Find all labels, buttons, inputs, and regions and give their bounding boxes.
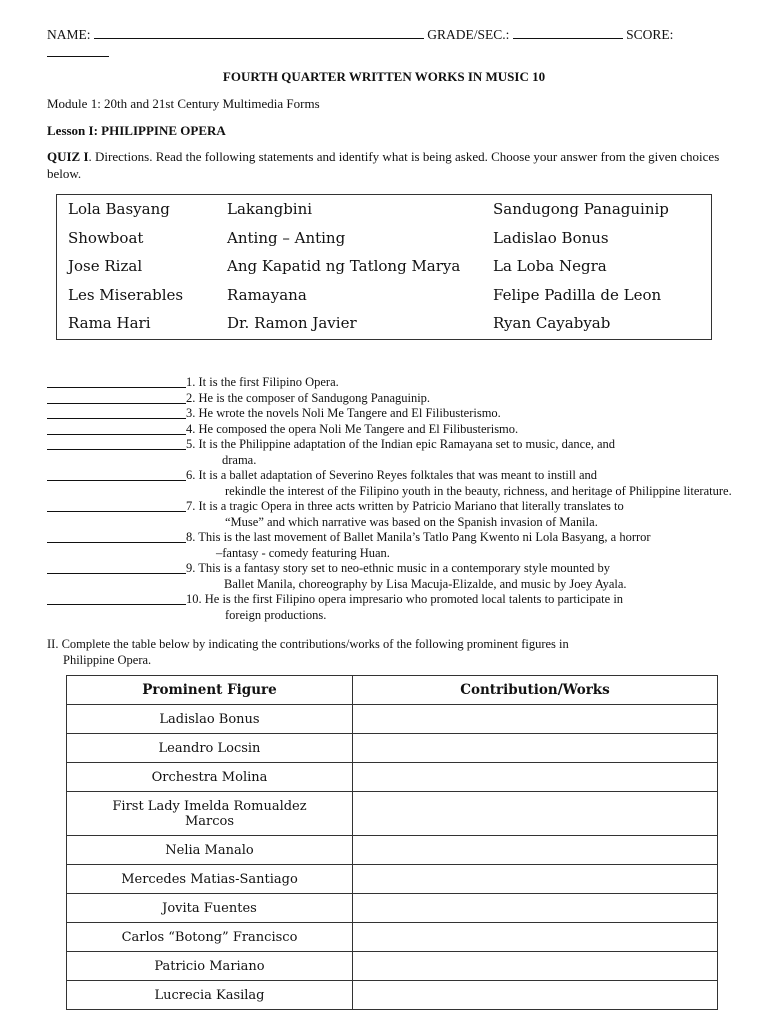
item-number: 2. [186, 390, 196, 405]
answer-blank[interactable] [47, 391, 186, 404]
item-continuation: Ballet Manila, choreography by Lisa Macuja-Elizalde, and music by Joey Ayala. [224, 576, 627, 591]
quiz-item [47, 422, 737, 438]
quiz-item [47, 499, 737, 530]
quiz-item [47, 437, 737, 468]
quiz-items [47, 375, 737, 623]
choice-option: Rama Hari [68, 314, 151, 332]
choice-option: Felipe Padilla de Leon [493, 286, 662, 304]
contribution-cell[interactable] [353, 894, 718, 923]
choice-option: Showboat [68, 229, 144, 247]
item-number: 6. [186, 468, 196, 482]
directions-text: . Directions. Read the following statements and identify what is being asked. Choose your answer from the given choices below. [47, 149, 720, 181]
figure-name: First Lady Imelda Romualdez Marcos [67, 792, 353, 836]
answer-blank[interactable] [47, 561, 186, 574]
item-statement: It is a ballet adaptation of Severino Reyes folktales that was meant to instill and [198, 468, 598, 482]
contribution-cell[interactable] [353, 792, 718, 836]
item-number: 5. [186, 437, 196, 451]
item-text [186, 406, 737, 422]
answer-blank[interactable] [47, 375, 186, 388]
item-continuation: –fantasy - comedy featuring Huan. [216, 545, 390, 560]
answer-blank[interactable] [47, 499, 186, 512]
answer-blank[interactable] [47, 468, 186, 481]
table-row [67, 792, 718, 836]
item-continuation: foreign productions. [225, 607, 327, 622]
table-row [67, 981, 718, 1010]
item-text [186, 422, 737, 438]
quiz-item [47, 592, 737, 623]
grade-field[interactable] [513, 26, 623, 39]
answer-blank[interactable] [47, 592, 186, 605]
item-text [186, 391, 737, 407]
quiz-item [47, 468, 737, 499]
answer-blank[interactable] [47, 422, 186, 435]
grade-label: GRADE/SEC.: [427, 27, 510, 42]
choice-option: Sandugong Panaguinip [493, 200, 669, 218]
figure-name: Jovita Fuentes [67, 894, 353, 923]
table-row [67, 923, 718, 952]
item-number: 7. [186, 499, 196, 513]
header-contribution-works: Contribution/Works [353, 676, 718, 705]
choice-option: Lola Basyang [68, 200, 170, 218]
part2-text: II. Complete the table below by indicating the contributions/works of the following prominent figures in [47, 637, 569, 651]
item-statement: He is the composer of Sandugong Panaguinip. [198, 390, 431, 405]
name-label: NAME: [47, 27, 91, 42]
score-label: SCORE: [626, 27, 674, 42]
table-header-row [67, 676, 718, 705]
quiz-item [47, 391, 737, 407]
figure-name: Ladislao Bonus [67, 705, 353, 734]
answer-choices-box [56, 194, 712, 340]
contribution-cell[interactable] [353, 836, 718, 865]
choice-option: La Loba Negra [493, 257, 607, 275]
item-continuation: rekindle the interest of the Filipino youth in the beauty, richness, and heritage of Philippine literature. [225, 483, 732, 498]
choice-option: Jose Rizal [68, 257, 143, 275]
contribution-cell[interactable] [353, 952, 718, 981]
item-text [186, 592, 737, 623]
item-number: 10. [186, 592, 202, 606]
figures-table [66, 675, 718, 1010]
item-number: 1. [186, 375, 196, 389]
figure-name: Orchestra Molina [67, 763, 353, 792]
answer-blank[interactable] [47, 406, 186, 419]
item-statement: This is a fantasy story set to neo-ethnic music in a contemporary style mounted by [198, 561, 610, 575]
part2-instructions [47, 637, 727, 668]
item-statement: It is a tragic Opera in three acts written by Patricio Mariano that literally translates to [198, 499, 624, 513]
item-continuation: drama. [222, 452, 257, 467]
table-row [67, 865, 718, 894]
part2-cont: Philippine Opera. [63, 652, 152, 667]
quiz-label: QUIZ I [47, 149, 89, 164]
item-number: 9. [186, 561, 196, 575]
answer-blank[interactable] [47, 437, 186, 450]
choice-option: Dr. Ramon Javier [227, 314, 357, 332]
score-field[interactable] [47, 44, 109, 57]
table-row [67, 763, 718, 792]
contribution-cell[interactable] [353, 923, 718, 952]
contribution-cell[interactable] [353, 734, 718, 763]
choice-option: Les Miserables [68, 286, 184, 304]
table-row [67, 836, 718, 865]
figure-name: Mercedes Matias-Santiago [67, 865, 353, 894]
item-statement: He composed the opera Noli Me Tangere and El Filibusterismo. [198, 421, 519, 436]
quiz-item [47, 406, 737, 422]
item-statement: This is the last movement of Ballet Manila’s Tatlo Pang Kwento ni Lola Basyang, a horror [198, 530, 651, 544]
item-continuation: “Muse” and which narrative was based on the Spanish invasion of Manila. [225, 514, 598, 529]
figure-name: Lucrecia Kasilag [67, 981, 353, 1010]
quiz-item [47, 375, 737, 391]
item-number: 4. [186, 421, 196, 436]
answer-blank[interactable] [47, 530, 186, 543]
figure-name: Carlos “Botong” Francisco [67, 923, 353, 952]
table-row [67, 894, 718, 923]
choice-option: Ladislao Bonus [493, 229, 609, 247]
item-text [186, 437, 737, 468]
item-statement: It is the first Filipino Opera. [198, 375, 339, 389]
lesson-line: Lesson I: PHILIPPINE OPERA [47, 123, 226, 138]
quiz-item [47, 561, 737, 592]
item-statement: He wrote the novels Noli Me Tangere and El Filibusterismo. [198, 406, 501, 420]
figure-name: Patricio Mariano [67, 952, 353, 981]
contribution-cell[interactable] [353, 865, 718, 894]
item-statement: It is the Philippine adaptation of the Indian epic Ramayana set to music, dance, and [198, 437, 616, 451]
contribution-cell[interactable] [353, 981, 718, 1010]
choice-option: Ramayana [227, 286, 307, 304]
item-text [186, 499, 737, 530]
table-row [67, 734, 718, 763]
choice-option: Anting – Anting [227, 229, 346, 247]
choice-option: Lakangbini [227, 200, 313, 218]
item-statement: He is the first Filipino opera impresario who promoted local talents to participate in [204, 592, 624, 606]
item-text [186, 468, 737, 499]
header-prominent-figure: Prominent Figure [67, 676, 353, 705]
module-line: Module 1: 20th and 21st Century Multimedia Forms [47, 96, 320, 111]
item-text [186, 530, 737, 561]
quiz-item [47, 530, 737, 561]
table-row [67, 705, 718, 734]
figure-name: Nelia Manalo [67, 836, 353, 865]
item-number: 3. [186, 406, 196, 420]
choice-option: Ang Kapatid ng Tatlong Marya [227, 257, 461, 275]
contribution-cell[interactable] [353, 763, 718, 792]
choice-option: Ryan Cayabyab [493, 314, 611, 332]
header-line [47, 26, 727, 62]
figure-name: Leandro Locsin [67, 734, 353, 763]
item-text [186, 375, 737, 391]
name-field[interactable] [94, 26, 424, 39]
item-text [186, 561, 737, 592]
page-title: FOURTH QUARTER WRITTEN WORKS IN MUSIC 10 [222, 69, 546, 84]
table-row [67, 952, 718, 981]
contribution-cell[interactable] [353, 705, 718, 734]
item-number: 8. [186, 530, 196, 544]
quiz-directions [47, 148, 727, 182]
